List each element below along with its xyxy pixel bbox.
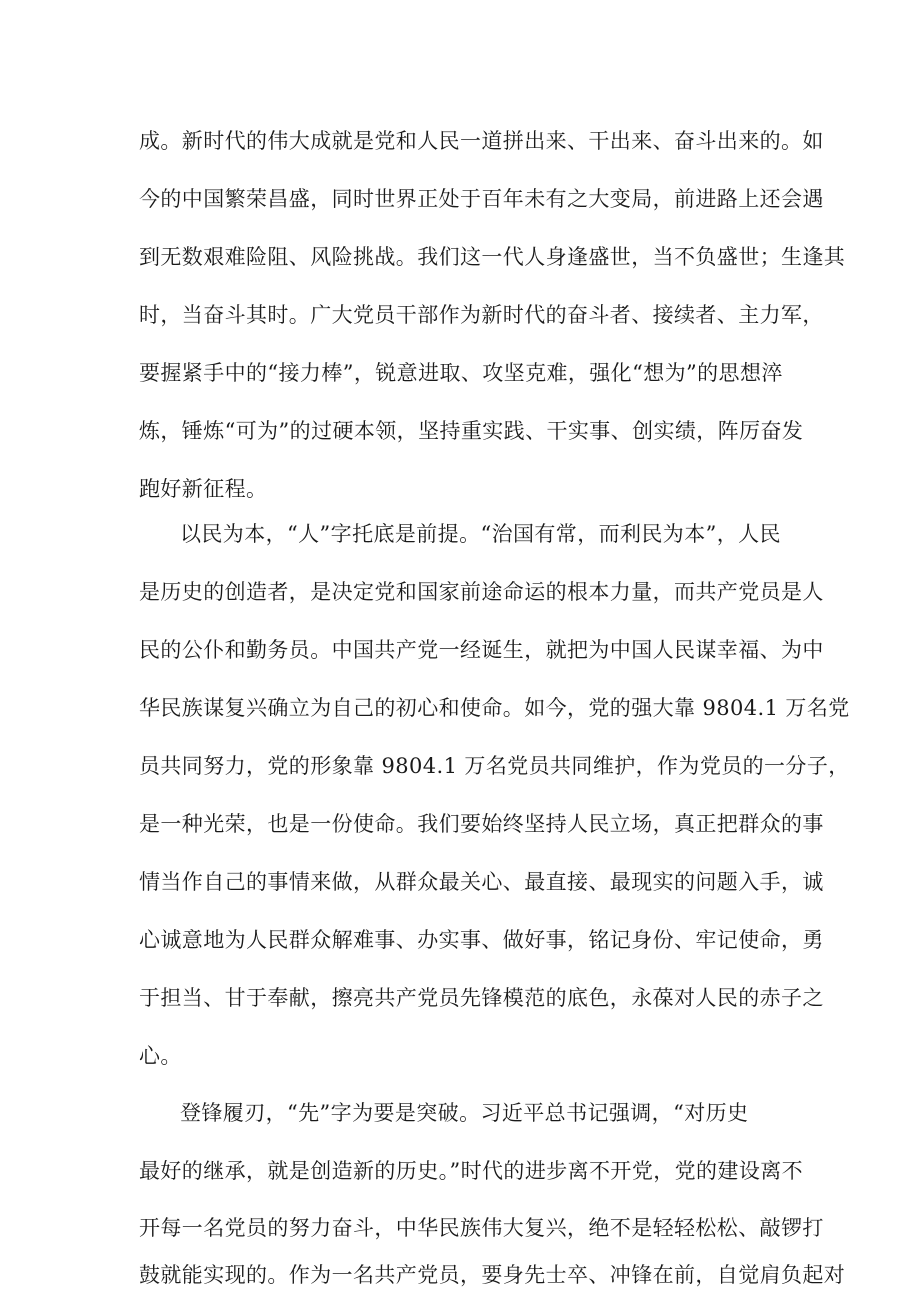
paragraph-3-line-1: 登锋履刃，“先”字为要是突破。习近平总书记强调，“对历史: [180, 1101, 749, 1125]
paragraph-2-line-2: 是历史的创造者，是决定党和国家前途命运的根本力量，而共产党员是人: [139, 580, 824, 604]
paragraph-2-line-7: 情当作自己的事情来做，从群众最关心、最直接、最现实的问题入手，诚: [139, 870, 824, 894]
paragraph-2-line-8: 心诚意地为人民群众解难事、办实事、做好事，铭记身份、牢记使命，勇: [139, 928, 824, 952]
paragraph-2-line-4: 华民族谋复兴确立为自己的初心和使命。如今，党的强大靠 9804.1 万名党: [139, 696, 850, 720]
paragraph-2-line-10: 心。: [139, 1044, 182, 1068]
paragraph-3-line-3: 开每一名党员的努力奋斗，中华民族伟大复兴，绝不是轻轻松松、敲锣打: [139, 1216, 824, 1240]
paragraph-2-line-6: 是一种光荣，也是一份使命。我们要始终坚持人民立场，真正把群众的事: [139, 812, 824, 836]
paragraph-2-line-9: 于担当、甘于奉献，擦亮共产党员先锋模范的底色，永葆对人民的赤子之: [139, 986, 824, 1010]
paragraph-1-line-4: 时，当奋斗其时。广大党员干部作为新时代的奋斗者、接续者、主力军，: [139, 303, 824, 327]
paragraph-1-line-5: 要握紧手中的“接力棒”，锐意进取、攻坚克难，强化“想为”的思想淬: [139, 361, 783, 385]
paragraph-2-line-3: 民的公仆和勤务员。中国共产党一经诞生，就把为中国人民谋幸福、为中: [139, 638, 824, 662]
paragraph-1-line-3: 到无数艰难险阻、风险挑战。我们这一代人身逢盛世，当不负盛世；生逢其: [139, 245, 846, 269]
paragraph-1-line-2: 今的中国繁荣昌盛，同时世界正处于百年未有之大变局，前进路上还会遇: [139, 187, 824, 211]
paragraph-2-line-5: 员共同努力，党的形象靠 9804.1 万名党员共同维护，作为党员的一分子，: [139, 754, 850, 778]
paragraph-3-line-2: 最好的继承，就是创造新的历史。”时代的进步离不开党，党的建设离不: [139, 1159, 804, 1183]
paragraph-1-line-6: 炼，锤炼“可为”的过硬本领，坚持重实践、干实事、创实绩，阵厉奋发: [139, 419, 804, 443]
paragraph-2-line-1: 以民为本，“人”字托底是前提。“治国有常，而利民为本”，人民: [180, 522, 781, 546]
paragraph-3-line-4: 鼓就能实现的。作为一名共产党员，要身先士卒、冲锋在前，自觉肩负起对: [139, 1263, 846, 1287]
paragraph-1-line-1: 成。新时代的伟大成就是党和人民一道拼出来、干出来、奋斗出来的。如: [139, 129, 824, 153]
paragraph-1-line-7: 跑好新征程。: [139, 477, 268, 501]
